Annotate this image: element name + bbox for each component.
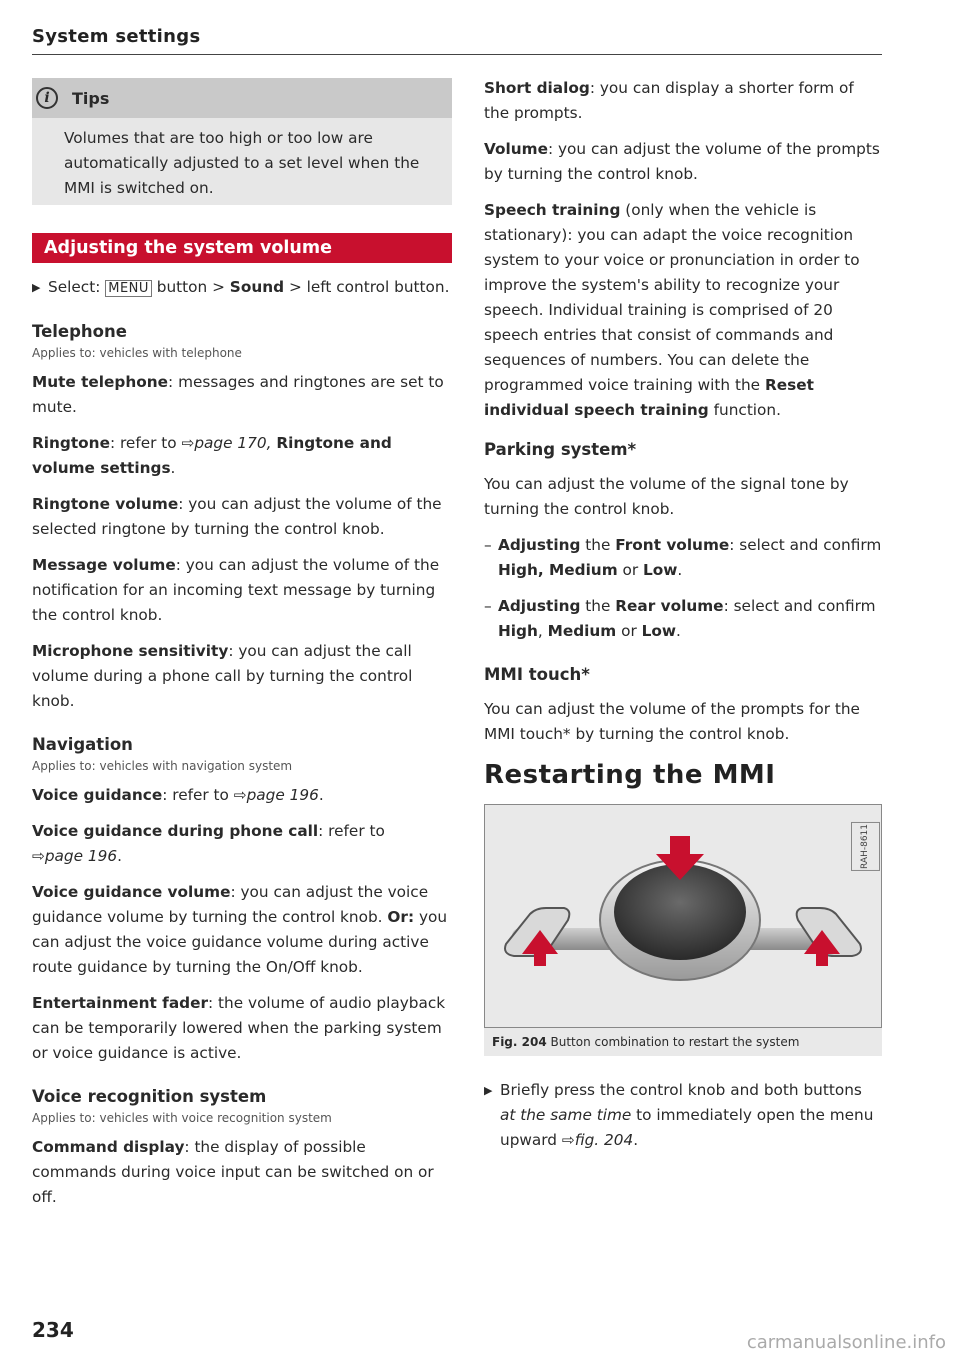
- plain: ,: [537, 622, 548, 640]
- step-text: to immediately open the menu upward: [500, 1106, 874, 1149]
- page-number: 234: [32, 1318, 74, 1342]
- entry-end: .: [318, 786, 324, 804]
- plain: : select and confirm: [729, 536, 882, 554]
- figure-caption: [484, 1028, 882, 1056]
- option-term: High, Medium: [498, 561, 618, 579]
- page-ref-link[interactable]: ⇨page 196: [32, 847, 118, 865]
- menu-key: MENU: [105, 280, 152, 297]
- entry-term: Command display: [32, 1138, 185, 1156]
- tips-title: Tips: [72, 88, 110, 108]
- entry-term: Volume: [484, 140, 548, 158]
- rear-volume-term: Rear volume: [615, 597, 724, 615]
- entry-text: : you can adjust the volume of the notification for an incoming text message by turning the control knob.: [32, 556, 440, 624]
- step-italic: at the same time: [500, 1106, 632, 1124]
- entry-term: Microphone sensitivity: [32, 642, 229, 660]
- navigation-applies: Applies to: vehicles with navigation system: [32, 759, 293, 773]
- plain: or: [617, 561, 644, 579]
- fig-ref-link[interactable]: ⇨fig. 204: [561, 1131, 634, 1149]
- plain: : select and confirm: [723, 597, 876, 615]
- entry-text: : the display of possible commands during voice input can be switched on or off.: [32, 1138, 434, 1206]
- voice-heading: Voice recognition system: [32, 1087, 267, 1106]
- navigation-heading: Navigation: [32, 735, 133, 754]
- short-dialog-entry: [484, 76, 882, 126]
- bullet-arrow-icon: ▶: [484, 1084, 493, 1097]
- entry-text: : you can adjust the call volume during a phone call by turning the control knob.: [32, 642, 413, 710]
- voice-guidance-phone-entry: [32, 819, 452, 869]
- entry-term: Ringtone volume: [32, 495, 179, 513]
- entry-term: Ringtone: [32, 434, 110, 452]
- plain: .: [677, 561, 683, 579]
- front-volume-term: Front volume: [615, 536, 730, 554]
- entry-text: (only when the vehicle is stationary): you can adapt the voice recognition system to your voice or pronunciation in order to improve the system's ability to recognize your speech. Individual training is comprised of 20 speech entries that consist of commands and sequences of numbers. You can delete the programmed voice training with the: [484, 201, 860, 394]
- select-instruction: [32, 275, 452, 301]
- voice-guidance-entry: [32, 783, 452, 808]
- sound-term: Sound: [229, 278, 285, 296]
- step-text: Briefly press the control knob and both buttons: [500, 1081, 862, 1099]
- ringtone-volume-entry: [32, 492, 452, 542]
- info-icon: i: [36, 87, 58, 109]
- ringtone-entry: [32, 431, 452, 481]
- message-volume-entry: [32, 553, 452, 628]
- entry-text: : refer to: [162, 786, 234, 804]
- option-term: Low: [643, 561, 678, 579]
- entry-term: Message volume: [32, 556, 176, 574]
- entry-text: : refer to: [109, 434, 182, 452]
- caption-label: Fig. 204: [492, 1035, 547, 1049]
- header-title: System settings: [32, 26, 201, 47]
- front-volume-item: – Adjusting the Front volume: select and confirm High, Medium or Low.: [484, 536, 882, 579]
- entry-term: Voice guidance: [32, 786, 163, 804]
- caption-text: Button combination to restart the system: [550, 1035, 800, 1049]
- select-suffix: > left control button.: [288, 278, 450, 296]
- entry-text: : refer to: [318, 822, 385, 840]
- telephone-applies: Applies to: vehicles with telephone: [32, 346, 242, 360]
- entry-text: : you can adjust the voice guidance volume by turning the control knob.: [32, 883, 429, 926]
- plain: the: [580, 597, 616, 615]
- select-button-word: button >: [156, 278, 225, 296]
- tips-box: [32, 78, 452, 205]
- restart-figure: [484, 804, 882, 1028]
- section-title: Adjusting the system volume: [32, 233, 452, 263]
- plain: .: [676, 622, 681, 640]
- mute-telephone-entry: [32, 370, 452, 420]
- mmi-touch-heading: MMI touch*: [484, 665, 590, 684]
- restart-step: [484, 1078, 882, 1153]
- plain: the: [580, 536, 616, 554]
- entry-end: .: [170, 459, 176, 477]
- option-term: Low: [641, 622, 677, 640]
- restart-heading: Restarting the MMI: [484, 760, 776, 790]
- right-column: [484, 76, 882, 1153]
- command-display-entry: [32, 1135, 452, 1210]
- control-knob-illustration: [484, 804, 882, 1028]
- entry-term: Speech training: [484, 201, 621, 219]
- voice-applies: Applies to: vehicles with voice recognition system: [32, 1111, 332, 1125]
- page-header: [32, 26, 882, 55]
- tips-body: Volumes that are too high or too low are automatically adjusted to a set level when the MMI is switched on.: [64, 129, 420, 197]
- option-term: High: [498, 622, 538, 640]
- step-end: .: [633, 1131, 639, 1149]
- entry-term: Mute telephone: [32, 373, 169, 391]
- ref-title: Ringtone and volume settings: [32, 434, 392, 477]
- entry-text: : the volume of audio playback can be temporarily lowered when the parking system or voice guidance is active.: [32, 994, 446, 1062]
- entry-text: : you can adjust the volume of the selected ringtone by turning the control knob.: [32, 495, 442, 538]
- entry-term: Voice guidance during phone call: [32, 822, 319, 840]
- select-prefix: Select:: [48, 278, 101, 296]
- reset-training-term: Reset individual speech training: [484, 376, 814, 419]
- left-column: [32, 70, 452, 1221]
- entry-term: Entertainment fader: [32, 994, 209, 1012]
- speech-training-entry: [484, 198, 882, 423]
- watermark: carmanualsonline.info: [746, 1332, 946, 1353]
- entry-text: you can adjust the voice guidance volume during active route guidance by turning the On/Off knob.: [32, 908, 448, 976]
- figure-code: RAH-8611: [851, 822, 880, 871]
- tips-header: [32, 78, 452, 118]
- or-term: Or:: [387, 908, 415, 926]
- bullet-arrow-icon: ▶: [32, 281, 41, 294]
- entry-term: Voice guidance volume: [32, 883, 231, 901]
- entry-text: : you can display a shorter form of the prompts.: [484, 79, 854, 122]
- mmi-touch-text: You can adjust the volume of the prompts for the MMI touch* by turning the control knob.: [484, 700, 860, 743]
- option-term: Medium: [547, 622, 617, 640]
- page-ref-link[interactable]: ⇨page 196: [233, 786, 319, 804]
- entry-end: .: [117, 847, 122, 865]
- parking-intro: You can adjust the volume of the signal tone by turning the control knob.: [484, 475, 849, 518]
- adjusting-term: Adjusting: [498, 597, 581, 615]
- voice-guidance-volume-entry: [32, 880, 452, 980]
- entry-text: : you can adjust the volume of the prompts by turning the control knob.: [484, 140, 880, 183]
- microphone-sensitivity-entry: [32, 639, 452, 714]
- volume-entry: [484, 137, 882, 187]
- adjusting-term: Adjusting: [498, 536, 581, 554]
- entry-text: : messages and ringtones are set to mute.: [32, 373, 444, 416]
- entry-term: Short dialog: [484, 79, 590, 97]
- entry-end: function.: [708, 401, 781, 419]
- parking-heading: Parking system*: [484, 440, 637, 459]
- rear-volume-item: – Adjusting the Rear volume: select and confirm High, Medium or Low.: [484, 597, 876, 640]
- page-ref-link[interactable]: ⇨page 170,: [181, 434, 272, 452]
- telephone-heading: Telephone: [32, 322, 127, 341]
- plain: or: [616, 622, 642, 640]
- entertainment-fader-entry: [32, 991, 452, 1066]
